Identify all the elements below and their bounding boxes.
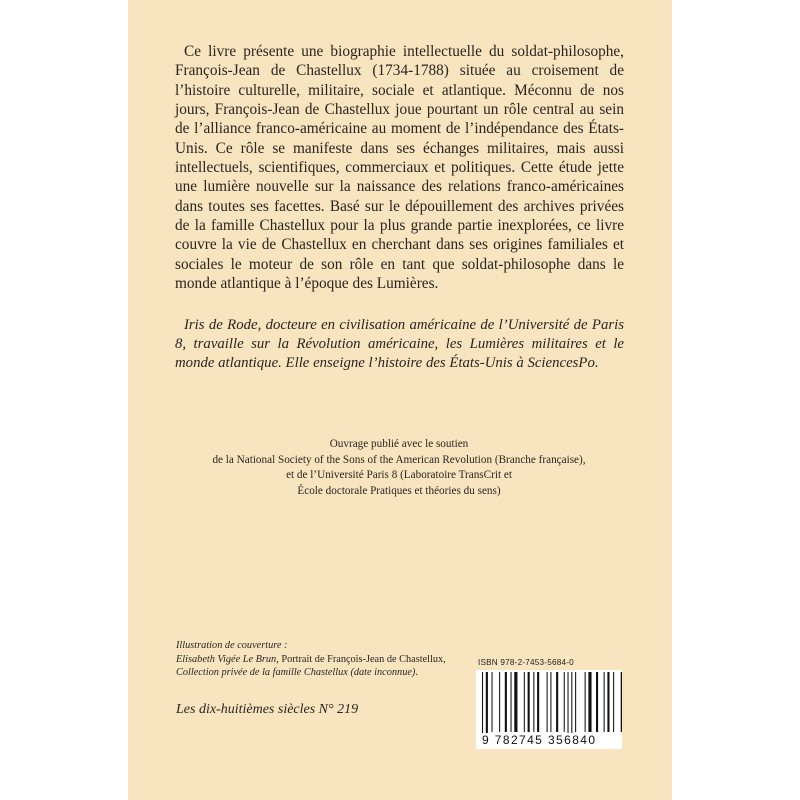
barcode-bar xyxy=(604,672,605,732)
barcode-bar xyxy=(505,672,507,732)
barcode-bar xyxy=(511,672,512,732)
barcode-bar xyxy=(533,672,534,732)
barcode-bar xyxy=(575,672,576,732)
support-notice xyxy=(176,437,622,499)
barcode-bar xyxy=(486,672,488,738)
illustration-heading: Illustration de couverture : xyxy=(176,640,288,651)
barcode-bar xyxy=(556,672,558,732)
barcode-bar xyxy=(547,672,548,732)
support-line: et de l’Université Paris 8 (Laboratoire TransCrit et xyxy=(286,469,512,481)
isbn-digits: 9 782745 356840 xyxy=(482,733,622,747)
cover-illustration-credit xyxy=(176,639,476,680)
barcode-bar xyxy=(564,672,565,732)
barcode-bar xyxy=(524,672,525,732)
support-line: de la National Society of the Sons of the American Revolution (Branche française), xyxy=(212,453,586,466)
barcode-bar xyxy=(588,672,591,732)
barcode-bar xyxy=(482,672,483,738)
barcode-bar xyxy=(607,672,609,732)
barcode-bar xyxy=(621,672,622,732)
barcode-bar xyxy=(550,672,551,732)
illustration-end: . xyxy=(415,667,418,678)
barcode-bar xyxy=(492,672,493,732)
support-line: École doctorale Pratiques et théories du sens) xyxy=(297,484,501,497)
series-number: Les dix-huitièmes siècles N° 219 xyxy=(176,702,359,717)
barcode-bar xyxy=(585,672,586,732)
illustration-collection-line xyxy=(176,666,476,680)
barcode-bar xyxy=(537,672,539,732)
isbn-label: ISBN 978-2-7453-5684-0 xyxy=(478,658,574,667)
illustration-artwork-line xyxy=(176,653,476,667)
illustration-work: , Portrait de François-Jean de Chastellux, xyxy=(276,653,446,665)
support-line: Ouvrage publié avec le soutien xyxy=(329,438,469,450)
barcode-bar xyxy=(499,672,500,732)
author-bio: Iris de Rode, docteure en civilisation américaine de l’Université de Paris 8, travaille sur la Révolution américaine, les Lumières militaires et le monde atlantique. Elle enseigne l’histoire des États-Unis à SciencesPo. xyxy=(175,317,624,371)
barcode-bar xyxy=(571,672,572,738)
barcode-bar xyxy=(613,672,614,732)
illustration-artist: Elisabeth Vigée Le Brun xyxy=(176,653,277,665)
barcode-bar xyxy=(528,672,530,732)
barcode-bar xyxy=(568,672,569,738)
illustration-collection: Collection privée de la famille Chastellux (date inconnue) xyxy=(176,667,416,678)
book-summary: Ce livre présente une biographie intellectuelle du soldat-philosophe, François-Jean de Chastellux (1734-1788) située au croisement de l’histoire culturelle, militaire, sociale et atlantique. Méconnu de nos jours, François-Jean de Chastellux joue pourtant un rôle central au sein de l’alliance franco-américaine au moment de l’indépendance des États-Unis. Ce rôle se manifeste dans ses échanges militaires, mais aussi intellectuels, scientifiques, commerciaux et politiques. Cette étude jette une lumière nouvelle sur la naissance des relations franco-américaines dans toutes ses facettes. Basé sur le dépouillement des archives privées de la famille Chastellux pour la plus grande partie inexplorées, ce livre couvre la vie de Chastellux en cherchant dans ses origines familiales et sociales le moteur de son rôle en tant que soldat-philosophe dans le monde atlantique à l’époque des Lumières. xyxy=(175,43,624,293)
barcode-bar xyxy=(514,672,517,732)
barcode-bar xyxy=(596,672,598,732)
